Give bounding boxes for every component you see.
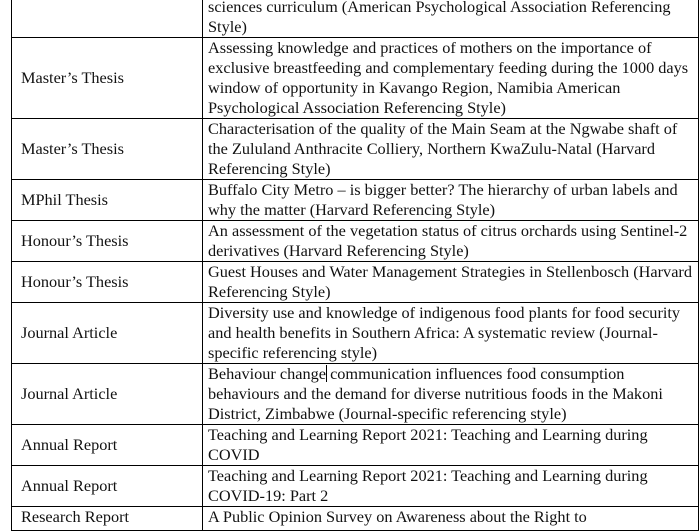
table-row	[12, 262, 699, 303]
document-title-cell: Characterisation of the quality of the Main Seam at the Ngwabe shaft of the Zululand Anthracite Colliery, Northern KwaZulu-Natal (Harvard Referencing Style)	[203, 119, 699, 180]
table-row	[12, 38, 699, 119]
title-text-before-cursor: Behaviour change	[208, 364, 326, 383]
table-row	[12, 466, 699, 507]
table-row	[12, 180, 699, 221]
document-type-cell	[12, 0, 203, 38]
table-row	[12, 0, 699, 38]
document-type-cell: Master’s Thesis	[12, 38, 203, 119]
document-type-cell: Annual Report	[12, 425, 203, 466]
document-type-cell: Journal Article	[12, 364, 203, 425]
document-title-cell	[203, 364, 699, 425]
table-row	[12, 364, 699, 425]
document-title-cell: A Public Opinion Survey on Awareness about the Right to	[203, 507, 699, 531]
document-title-cell: Buffalo City Metro – is bigger better? The hierarchy of urban labels and why the matter (Harvard Referencing Style)	[203, 180, 699, 221]
document-title-cell: Diversity use and knowledge of indigenous food plants for food security and health benefits in Southern Africa: A systematic review (Journal-specific referencing style)	[203, 303, 699, 364]
publications-table	[11, 0, 699, 531]
document-type-cell: Master’s Thesis	[12, 119, 203, 180]
table-row	[12, 507, 699, 531]
document-type-cell: Research Report	[12, 507, 203, 531]
document-title-cell: Assessing knowledge and practices of mothers on the importance of exclusive breastfeeding and complementary feeding during the 1000 days window of opportunity in Kavango Region, Namibia American Psychological Association Referencing Style)	[203, 38, 699, 119]
document-type-cell: Annual Report	[12, 466, 203, 507]
document-title-cell: Teaching and Learning Report 2021: Teaching and Learning during COVID	[203, 425, 699, 466]
document-type-cell: Journal Article	[12, 303, 203, 364]
document-title-cell: An assessment of the vegetation status of citrus orchards using Sentinel-2 derivatives (Harvard Referencing Style)	[203, 221, 699, 262]
document-type-cell: Honour’s Thesis	[12, 262, 203, 303]
table-row	[12, 425, 699, 466]
table-row	[12, 303, 699, 364]
document-title-cell: Teaching and Learning Report 2021: Teaching and Learning during COVID-19: Part 2	[203, 466, 699, 507]
document-type-cell: Honour’s Thesis	[12, 221, 203, 262]
title-text-after-cursor: communication influences food consumption behaviours and the demand for diverse nutritious foods in the Makoni District, Zimbabwe (Journal-specific referencing style)	[208, 364, 663, 423]
document-type-cell: MPhil Thesis	[12, 180, 203, 221]
document-title-cell: Guest Houses and Water Management Strategies in Stellenbosch (Harvard Referencing Style)	[203, 262, 699, 303]
document-title-cell: sciences curriculum (American Psychological Association Referencing Style)	[203, 0, 699, 38]
table-row	[12, 221, 699, 262]
table-row	[12, 119, 699, 180]
